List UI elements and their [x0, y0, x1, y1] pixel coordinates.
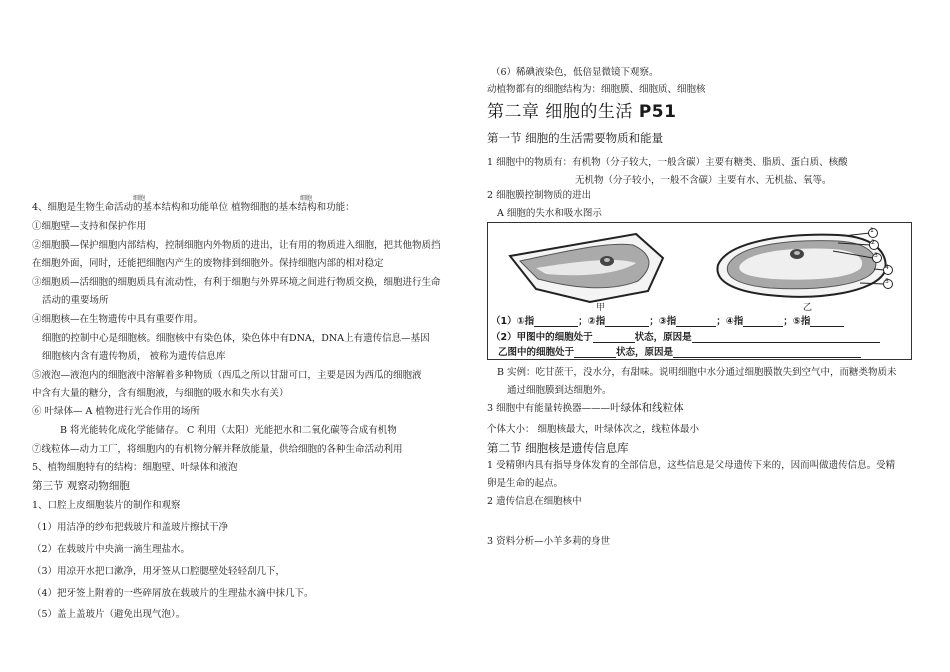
fig-num-1: 1: [870, 227, 874, 234]
fig-label-yi: 乙: [803, 303, 813, 313]
text-line: 3 资料分析—小羊多莉的身世: [487, 536, 611, 547]
text-line: [487, 402, 684, 415]
chapter-page: P51: [638, 102, 677, 122]
q1d-label: ；④指: [716, 316, 744, 327]
text-line: A 细胞的失水和吸水图示: [497, 208, 602, 219]
text-line: 中含有大量的糖分，含有细胞液，与细胞的吸水和失水有关）: [32, 388, 289, 399]
answer-blank[interactable]: [810, 316, 844, 327]
text-line: B 将光能转化成化学能储存。 C 利用（太阳）光能把水和二氧化碳等合成有机物: [60, 425, 397, 436]
q3-label: 乙图中的细胞处于: [498, 347, 575, 358]
section-heading: 第二节 细胞核是遗传信息库: [487, 441, 629, 455]
text-line: 动植物都有的细胞结构为：细胞膜、细胞质、细胞核: [487, 84, 706, 95]
text-line: ⑤液泡—液泡内的细胞液中溶解着多种物质（西瓜之所以甘甜可口，主要是因为西瓜的细胞液: [32, 370, 422, 381]
text-line: 细胞的控制中心是细胞核。细胞核中有染色体，染色体中有DNA，DNA上有遗传信息—基因: [42, 333, 430, 344]
text-line: 个体大小： 细胞核最大，叶绿体次之，线粒体最小: [487, 424, 700, 435]
text-line: （3）用凉开水把口漱净，用牙签从口腔腮壁处轻轻刮几下，: [32, 566, 286, 577]
answer-blank[interactable]: [676, 316, 716, 327]
fig-num-4: 4: [885, 264, 889, 271]
text-line: ②细胞膜—保护细胞内部结构，控制细胞内外物质的进出，让有用的物质进入细胞，把其他物质挡: [32, 240, 441, 251]
text-line: 在细胞外面，同时，还能把细胞内产生的废物排到细胞外。保持细胞内部的相对稳定: [32, 258, 384, 269]
text-line: 4、细胞是生物生命活动的基本结构和功能单位 植物细胞的基本结构和功能：: [32, 202, 355, 213]
answer-blank[interactable]: [593, 332, 635, 343]
text-line: 细胞核内含有遗传物质， 被称为遗传信息库: [42, 351, 226, 362]
energy-converter-value: 叶绿体和线粒体: [610, 402, 684, 414]
answer-blank[interactable]: [673, 347, 861, 358]
text-line: （6）稀碘液染色，低倍显微镜下观察。: [491, 67, 659, 78]
answer-blank[interactable]: [743, 316, 783, 327]
text-line: 1 细胞中的物质有：有机物（分子较大，一般含碳）主要有糖类、脂质、蛋白质、核酸: [487, 157, 848, 168]
text-line: 1 受精卵内具有指导身体发育的全部信息，这些信息是父母遗传下来的，因而叫做遗传信息。受精: [487, 460, 896, 471]
chapter-title: [487, 101, 676, 123]
fig-num-5: 5: [885, 278, 889, 285]
fig-num-2: 2: [871, 239, 875, 246]
q2b-label: 状态，原因是: [634, 332, 692, 343]
answer-blank[interactable]: [534, 316, 578, 327]
answer-blank[interactable]: [574, 347, 616, 358]
text-line: （1）用洁净的纱布把载玻片和盖玻片擦拭干净: [32, 522, 229, 533]
fig-num-3: 3: [874, 252, 878, 259]
text-line: 无机物（分子较小，一般不含碳）主要有水、无机盐、氧等。: [575, 175, 832, 186]
text-line: 5、植物细胞特有的结构：细胞壁、叶绿体和液泡: [32, 462, 238, 473]
section-heading: 第三节 观察动物细胞: [32, 480, 130, 492]
fig-label-jia: 甲: [596, 303, 606, 313]
text-line: 1、口腔上皮细胞装片的制作和观察: [32, 500, 181, 511]
text-line: （4）把牙签上附着的一些碎屑放在载玻片的生理盐水滴中抹几下。: [32, 588, 314, 599]
text-line: 活动的重要场所: [42, 295, 109, 306]
text-line: 通过细胞膜到达细胞外。: [507, 385, 612, 396]
q1b-label: ；②指: [578, 316, 606, 327]
text-line: ④细胞核—在生物遗传中具有重要作用。: [32, 314, 204, 325]
fig-question-2: [491, 329, 880, 343]
text-line: ③细胞质—活细胞的细胞质具有流动性，有利于细胞与外界环境之间进行物质交换，细胞进行生命: [32, 277, 441, 288]
fig-question-3: [498, 344, 861, 358]
q1c-label: ；③指: [649, 316, 677, 327]
section-heading: 第一节 细胞的生活需要物质和能量: [487, 131, 664, 145]
text-line: ⑥ 叶绿体— A 植物进行光合作用的场所: [32, 406, 200, 417]
answer-blank[interactable]: [692, 332, 880, 343]
q1-label: （1）①指: [491, 316, 535, 327]
text-line: ①细胞壁—支持和保护作用: [32, 221, 147, 232]
energy-converter-label: 3 细胞中有能量转换器———: [487, 403, 611, 414]
text-line: 2 细胞膜控制物质的进出: [487, 190, 592, 201]
answer-blank[interactable]: [605, 316, 649, 327]
fig-question-1: [491, 313, 844, 327]
q3b-label: 状态，原因是: [616, 347, 674, 358]
small-annotation: 细胞: [133, 195, 146, 202]
text-line: （5）盖上盖玻片（避免出现气泡）。: [32, 609, 186, 620]
small-annotation: 细胞: [300, 195, 313, 202]
cell-water-figure: [487, 222, 912, 360]
text-line: B 实例：吃甘蔗干，没水分，有甜味。说明细胞中水分通过细胞膜散失到空气中，而糖类物质未: [497, 367, 897, 378]
text-line: （2）在载玻片中央滴一滴生理盐水。: [32, 544, 191, 555]
text-line: ⑦线粒体—动力工厂，将细胞内的有机物分解并释放能量，供给细胞的各种生命活动利用: [32, 444, 403, 455]
chapter-title-text: 第二章 细胞的生活: [487, 102, 633, 122]
text-line: 卵是生命的起点。: [487, 478, 564, 489]
text-line: 2 遗传信息在细胞核中: [487, 496, 582, 507]
q1e-label: ；⑤指: [783, 316, 811, 327]
q2-label: （2）甲图中的细胞处于: [491, 332, 593, 343]
